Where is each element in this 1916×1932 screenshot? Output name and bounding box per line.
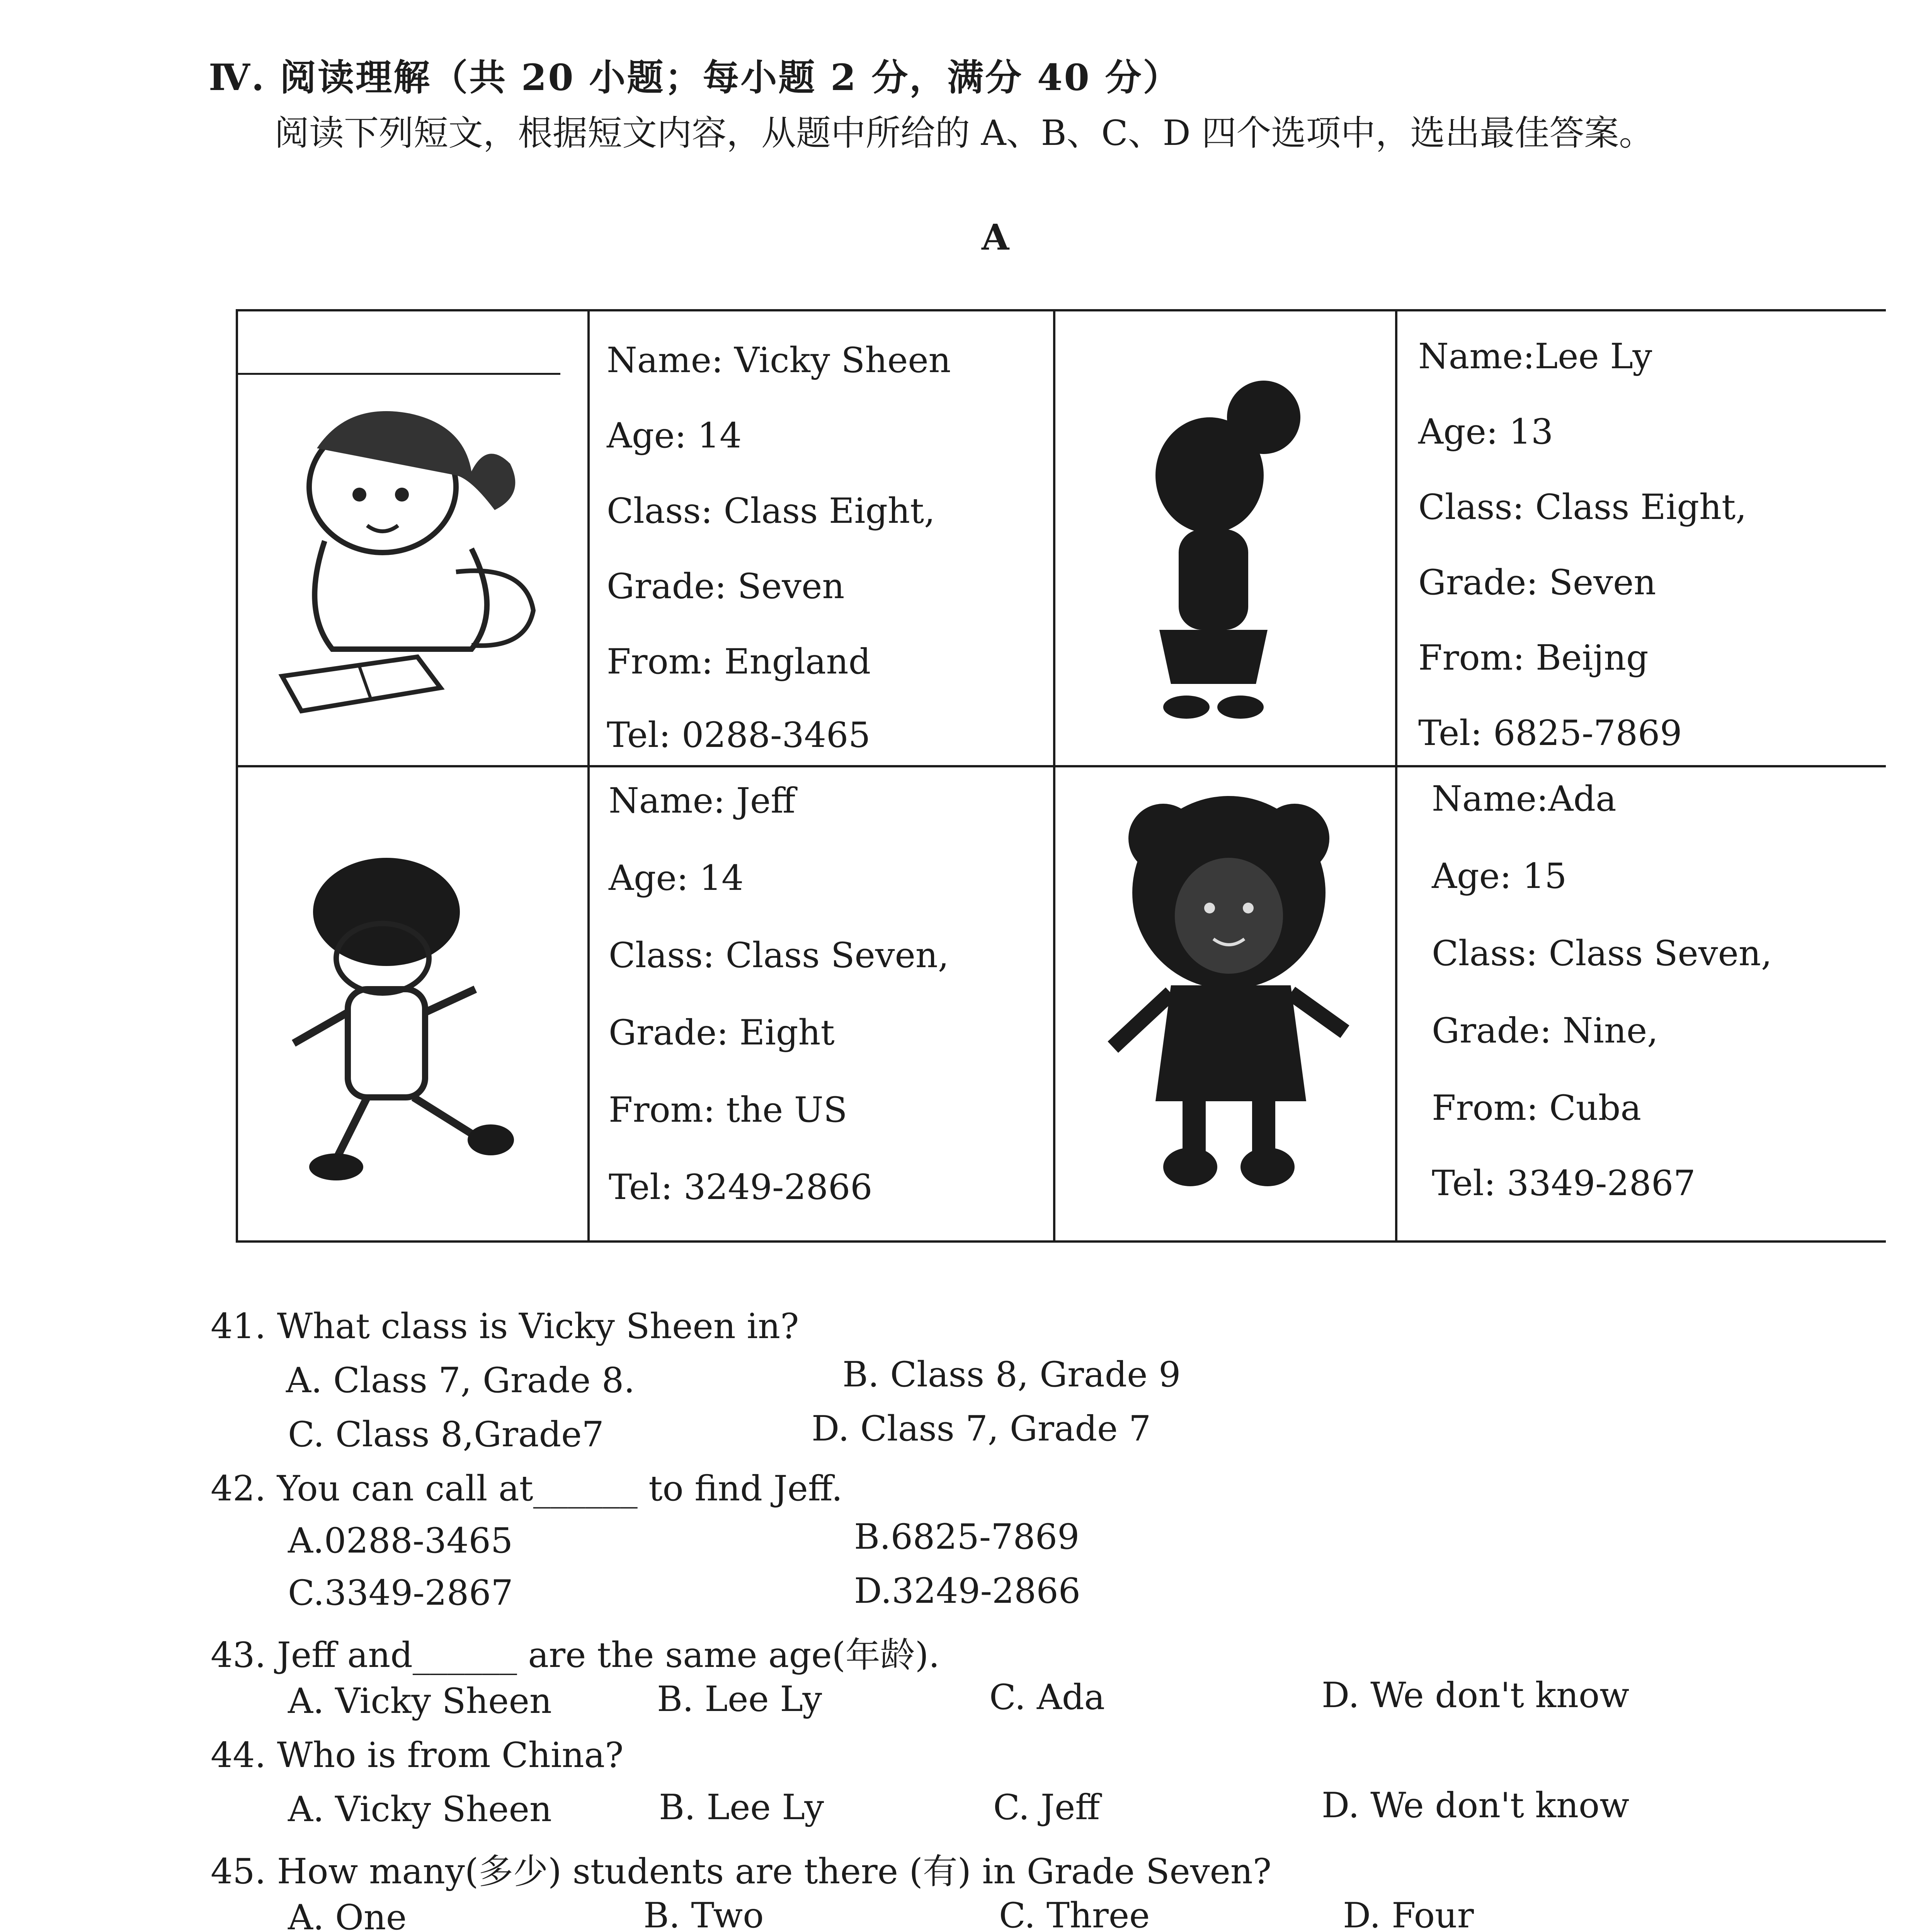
option-d[interactable]: D. We don't know xyxy=(1322,1785,1630,1826)
curly-hair-kid-illustration xyxy=(1074,792,1383,1217)
picture-frame-line xyxy=(236,373,560,375)
card-tel: Tel: 6825-7869 xyxy=(1418,713,1682,753)
card-class: Class: Class Seven, xyxy=(1432,933,1772,974)
option-b[interactable]: B. Two xyxy=(643,1895,764,1932)
card-class: Class: Class Eight, xyxy=(1418,487,1747,527)
option-a[interactable]: A. Class 7, Grade 8. xyxy=(286,1360,635,1401)
option-b[interactable]: B. Lee Ly xyxy=(659,1787,824,1828)
option-c[interactable]: C.3349-2867 xyxy=(288,1573,513,1613)
card-name: Name:Lee Ly xyxy=(1418,336,1652,377)
table-bottom-line xyxy=(236,1240,1886,1243)
card-from: From: Cuba xyxy=(1432,1088,1642,1128)
boy-jumping-illustration xyxy=(259,842,568,1209)
card-age: Age: 14 xyxy=(607,415,742,456)
question-41-stem: 41. What class is Vicky Sheen in? xyxy=(211,1306,799,1347)
option-d[interactable]: D. Four xyxy=(1343,1895,1474,1932)
table-middle-line xyxy=(236,765,1886,767)
question-44-stem: 44. Who is from China? xyxy=(211,1735,624,1776)
card-grade: Grade: Seven xyxy=(607,566,845,607)
card-tel: Tel: 3349-2867 xyxy=(1432,1163,1696,1204)
option-a[interactable]: A.0288-3465 xyxy=(288,1520,513,1561)
card-grade: Grade: Nine, xyxy=(1432,1010,1658,1051)
option-b[interactable]: B. Lee Ly xyxy=(657,1679,822,1719)
option-d[interactable]: D. We don't know xyxy=(1322,1675,1630,1716)
table-left-line xyxy=(236,309,238,1243)
option-a[interactable]: A. Vicky Sheen xyxy=(288,1789,552,1830)
option-a[interactable]: A. Vicky Sheen xyxy=(288,1681,552,1721)
section-instruction: 阅读下列短文，根据短文内容，从题中所给的 A、B、C、D 四个选项中，选出最佳答案。 xyxy=(274,113,1654,153)
card-class: Class: Class Eight, xyxy=(607,491,935,531)
card-from: From: England xyxy=(607,641,871,682)
card-from: From: Beijng xyxy=(1418,638,1649,678)
girl-silhouette-illustration xyxy=(1094,375,1364,761)
question-42-stem: 42. You can call at______ to find Jeff. xyxy=(211,1468,843,1509)
card-class: Class: Class Seven, xyxy=(609,935,949,976)
option-b[interactable]: B. Class 8, Grade 9 xyxy=(842,1354,1181,1395)
card-name: Name: Vicky Sheen xyxy=(607,340,951,381)
card-from: From: the US xyxy=(609,1090,847,1130)
card-name: Name:Ada xyxy=(1432,779,1617,819)
girl-reading-illustration xyxy=(255,379,572,719)
card-name: Name: Jeff xyxy=(609,781,796,821)
card-age: Age: 14 xyxy=(609,858,744,898)
table-divider-2 xyxy=(1053,309,1055,1243)
question-43-stem: 43. Jeff and______ are the same age(年龄). xyxy=(211,1635,940,1675)
option-c[interactable]: C. Three xyxy=(999,1895,1150,1932)
option-c[interactable]: C. Ada xyxy=(989,1677,1105,1718)
card-grade: Grade: Eight xyxy=(609,1012,835,1053)
card-tel: Tel: 3249-2866 xyxy=(609,1167,873,1208)
info-card-table xyxy=(236,309,1886,1244)
option-a[interactable]: A. One xyxy=(288,1897,407,1932)
question-45-stem: 45. How many(多少) students are there (有) in Grade Seven? xyxy=(211,1851,1272,1892)
card-grade: Grade: Seven xyxy=(1418,562,1656,603)
table-divider-1 xyxy=(587,309,590,1243)
option-c[interactable]: C. Class 8,Grade7 xyxy=(288,1414,604,1455)
table-divider-3 xyxy=(1395,309,1397,1243)
option-c[interactable]: C. Jeff xyxy=(993,1787,1100,1828)
card-age: Age: 13 xyxy=(1418,412,1554,452)
card-tel: Tel: 0288-3465 xyxy=(607,715,871,755)
card-age: Age: 15 xyxy=(1432,856,1567,896)
option-b[interactable]: B.6825-7869 xyxy=(854,1517,1080,1557)
section-heading: Ⅳ. 阅读理解（共 20 小题；每小题 2 分，满分 40 分） xyxy=(209,56,1181,99)
passage-a-title: A xyxy=(982,216,1009,258)
option-d[interactable]: D.3249-2866 xyxy=(854,1571,1081,1611)
option-d[interactable]: D. Class 7, Grade 7 xyxy=(812,1408,1151,1449)
table-top-line xyxy=(236,309,1886,311)
